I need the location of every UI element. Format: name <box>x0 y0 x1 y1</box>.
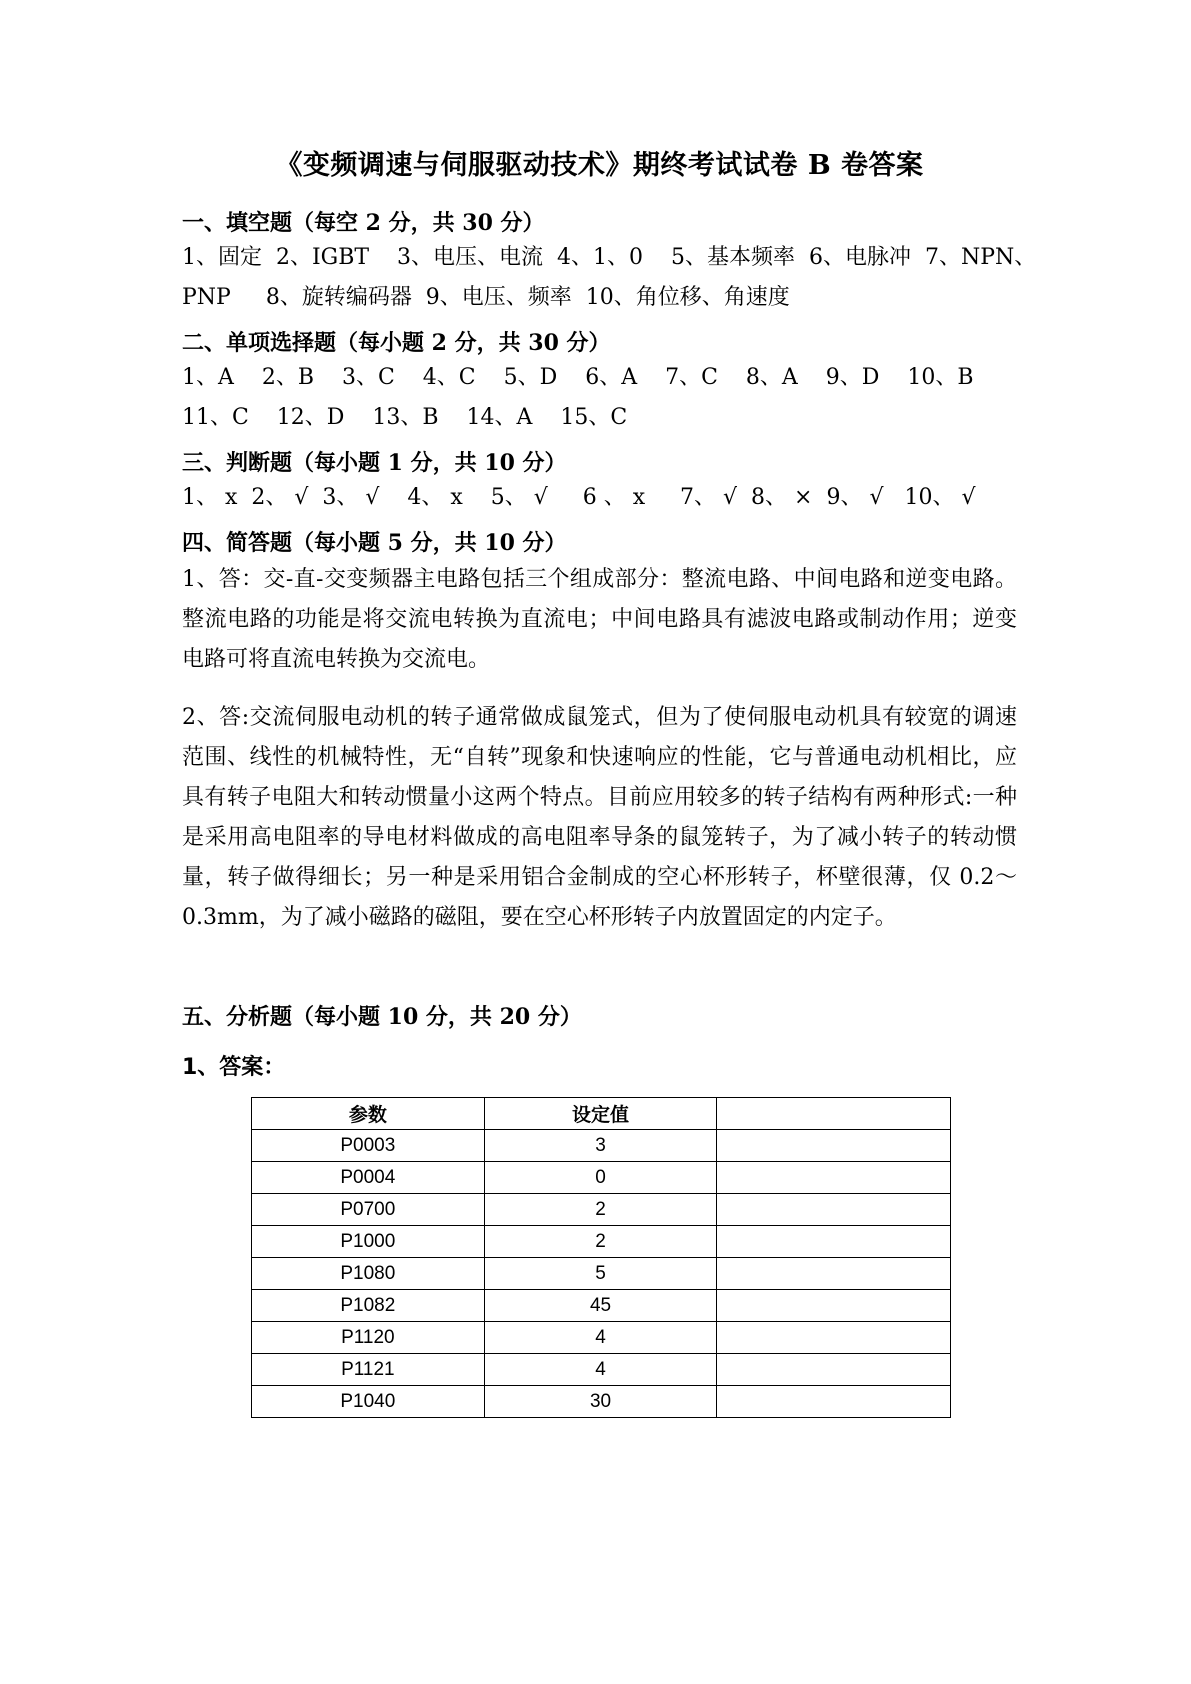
section1-line1: 1、固定 2、IGBT 3、电压、电流 4、1、0 5、基本频率 6、电脉冲 7、NPN、 <box>182 245 1037 270</box>
section2-line1: 1、A 2、B 3、C 4、C 5、D 6、A 7、C 8、A 9、D 10、B <box>182 365 974 390</box>
section3-answers: 1、 x 2、 √ 3、 √ 4、 x 5、 √ 6 、 x 7、 √ 8、 × 9、 √ 10、 √ <box>182 485 976 510</box>
short-answer-1: 1、答：交-直-交变频器主电路包括三个组成部分：整流电路、中间电路和逆变电路。整流电路的功能是将交流电转换为直流电；中间电路具有滤波电路或制动作用；逆变电路可将直流电转换为交流电。 <box>182 567 1017 672</box>
table-row <box>252 1162 951 1194</box>
table-cell <box>717 1194 951 1226</box>
table-row <box>252 1130 951 1162</box>
table-cell: P1120 <box>252 1322 485 1354</box>
table-cell: 4 <box>484 1322 717 1354</box>
table-cell <box>717 1354 951 1386</box>
table-cell: 2 <box>484 1226 717 1258</box>
document-title: 《变频调速与伺服驱动技术》期终考试试卷 B 卷答案 <box>275 150 924 181</box>
parameter-table <box>251 1097 951 1418</box>
table-cell: 0 <box>484 1162 717 1194</box>
table-cell <box>717 1258 951 1290</box>
table-row <box>252 1258 951 1290</box>
table-cell <box>717 1322 951 1354</box>
table-header-row <box>252 1098 951 1130</box>
table-cell: 45 <box>484 1290 717 1322</box>
section2-heading: 二、单项选择题（每小题 2 分，共 30 分） <box>182 330 611 356</box>
table-row <box>252 1290 951 1322</box>
table-cell: P1040 <box>252 1386 485 1418</box>
table-cell: P0003 <box>252 1130 485 1162</box>
table-header-cell: 设定值 <box>484 1098 717 1130</box>
table-cell: P1000 <box>252 1226 485 1258</box>
table-cell <box>717 1162 951 1194</box>
table-cell <box>717 1130 951 1162</box>
section3-heading: 三、判断题（每小题 1 分，共 10 分） <box>182 450 567 476</box>
table-cell: P0700 <box>252 1194 485 1226</box>
table-cell: P0004 <box>252 1162 485 1194</box>
table-cell: P1080 <box>252 1258 485 1290</box>
table-row <box>252 1194 951 1226</box>
section1-heading: 一、填空题（每空 2 分，共 30 分） <box>182 210 545 236</box>
table-cell: 30 <box>484 1386 717 1418</box>
section4-heading: 四、简答题（每小题 5 分，共 10 分） <box>182 530 567 556</box>
table-header-cell: 参数 <box>252 1098 485 1130</box>
section2-line2: 11、C 12、D 13、B 14、A 15、C <box>182 405 628 430</box>
table-cell <box>717 1226 951 1258</box>
section1-line2: PNP 8、旋转编码器 9、电压、频率 10、角位移、角速度 <box>182 285 790 310</box>
table-cell <box>717 1290 951 1322</box>
section5-subheading: 1、答案： <box>182 1055 286 1080</box>
table-cell: 5 <box>484 1258 717 1290</box>
section5-heading: 五、分析题（每小题 10 分，共 20 分） <box>182 1004 582 1030</box>
table-cell: P1082 <box>252 1290 485 1322</box>
table-cell <box>717 1386 951 1418</box>
table-row <box>252 1354 951 1386</box>
table-cell: 4 <box>484 1354 717 1386</box>
table-cell: P1121 <box>252 1354 485 1386</box>
table-cell: 2 <box>484 1194 717 1226</box>
table-row <box>252 1226 951 1258</box>
short-answer-2: 2、答:交流伺服电动机的转子通常做成鼠笼式，但为了使伺服电动机具有较宽的调速范围、线性的机械特性，无“自转”现象和快速响应的性能，它与普通电动机相比，应具有转子电阻大和转动惯量小这两个特点。目前应用较多的转子结构有两种形式:一种是采用高电阻率的导电材料做成的高电阻率导条的鼠笼转子，为了减小转子的转动惯量，转子做得细长；另一种是采用铝合金制成的空心杯形转子，杯壁很薄，仅 0.2～0.3mm，为了减小磁路的磁阻，要在空心杯形转子内放置固定的内定子。 <box>182 705 1017 930</box>
table-row <box>252 1386 951 1418</box>
table-header-cell <box>717 1098 951 1130</box>
table-row <box>252 1322 951 1354</box>
table-cell: 3 <box>484 1130 717 1162</box>
